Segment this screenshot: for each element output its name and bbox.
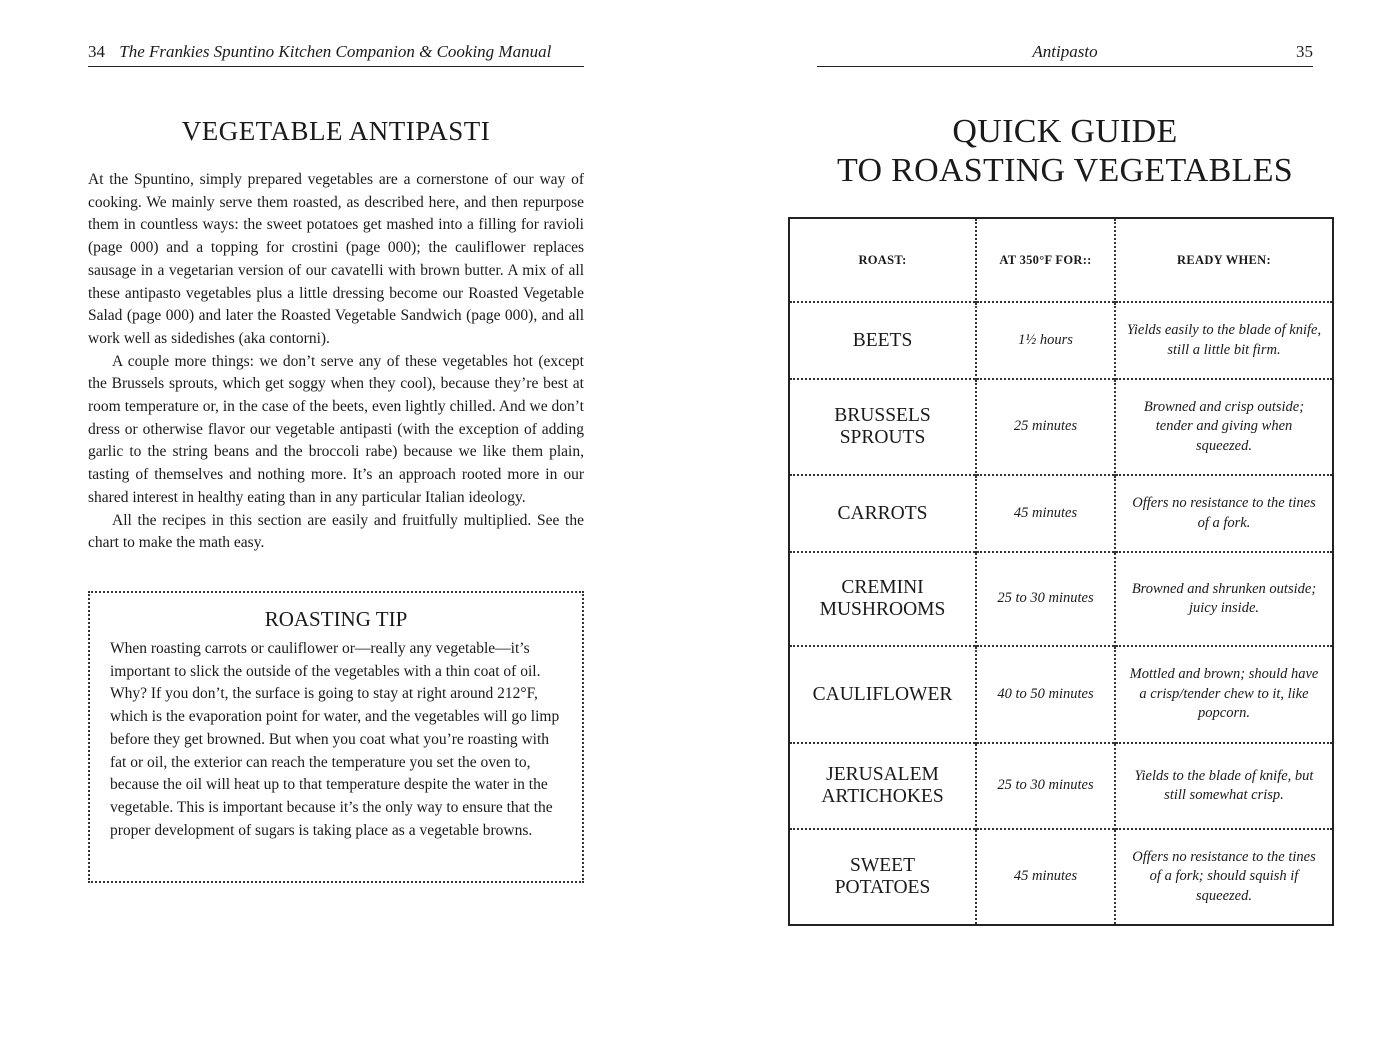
roasting-tip-title: ROASTING TIP — [264, 607, 408, 631]
vegetable-cell: BEETS — [789, 302, 976, 379]
section-title: VEGETABLE ANTIPASTI — [181, 116, 491, 146]
ready-cell: Mottled and brown; should have a crisp/tender chew to it, like popcorn. — [1115, 646, 1333, 743]
time-cell: 25 to 30 minutes — [976, 552, 1115, 646]
vegetable-cell: BRUSSELS SPROUTS — [789, 379, 976, 475]
right-page — [812, 0, 1322, 1050]
left-page-number: 34 — [88, 42, 105, 61]
time-cell: 45 minutes — [976, 475, 1115, 552]
vegetable-cell: SWEET POTATOES — [789, 829, 976, 925]
vegetable-cell: CREMINI MUSHROOMS — [789, 552, 976, 646]
ready-cell: Offers no resistance to the tines of a fork; should squish if squeezed. — [1115, 829, 1333, 925]
ready-cell: Yields to the blade of knife, but still somewhat crisp. — [1115, 743, 1333, 829]
table-header-row — [789, 218, 1333, 302]
paragraph-2: A couple more things: we don’t serve any of these vegetables hot (except the Brussels sprouts, which get soggy when they cool), because they’re best at room temperature or, in the case of the beets, even lightly chilled. And we don’t dress or otherwise flavor our vegetable antipasti (with the exception of adding garlic to the string beans and the broccoli rabe) because we like them plain, tasting of themselves and nothing more. It’s an approach rooted more in our shared interest in healthy eating than in any particular Italian ideology. — [88, 352, 584, 506]
table-row — [789, 379, 1333, 475]
vegetable-cell: JERUSALEM ARTICHOKES — [789, 743, 976, 829]
header-time: AT 350°F FOR:: — [976, 218, 1115, 302]
ready-cell: Browned and crisp outside; tender and giving when squeezed. — [1115, 379, 1333, 475]
vegetable-cell: CAULIFLOWER — [789, 646, 976, 743]
time-cell: 25 minutes — [976, 379, 1115, 475]
guide-title-line-1: QUICK GUIDE — [952, 113, 1178, 150]
ready-cell: Yields easily to the blade of knife, still a little bit firm. — [1115, 302, 1333, 379]
right-page-number: 35 — [1296, 42, 1313, 61]
header-ready: READY WHEN: — [1115, 218, 1333, 302]
time-cell: 25 to 30 minutes — [976, 743, 1115, 829]
body-text — [88, 169, 584, 555]
table-row — [789, 829, 1333, 925]
table-row — [789, 302, 1333, 379]
ready-cell: Browned and shrunken outside; juicy inside. — [1115, 552, 1333, 646]
header-roast: ROAST: — [858, 252, 907, 267]
table-row — [789, 743, 1333, 829]
paragraph-3: All the recipes in this section are easily and fruitfully multiplied. See the chart to make the math easy. — [88, 511, 584, 552]
table-row — [789, 475, 1333, 552]
time-cell: 40 to 50 minutes — [976, 646, 1115, 743]
left-running-head — [88, 42, 584, 67]
ready-cell: Offers no resistance to the tines of a fork. — [1115, 475, 1333, 552]
right-running-head — [817, 42, 1313, 67]
right-running-head-title: Antipasto — [1032, 42, 1098, 61]
time-cell: 1½ hours — [976, 302, 1115, 379]
left-running-head-title: The Frankies Spuntino Kitchen Companion & Cooking Manual — [119, 42, 552, 61]
table-row — [789, 552, 1333, 646]
guide-title-line-2: TO ROASTING VEGETABLES — [837, 152, 1293, 189]
vegetable-cell: CARROTS — [789, 475, 976, 552]
time-cell: 45 minutes — [976, 829, 1115, 925]
left-page — [88, 0, 584, 1050]
paragraph-1: At the Spuntino, simply prepared vegetables are a cornerstone of our way of cooking. We mainly serve them roasted, as described here, and then repurpose them in countless ways: the sweet potatoes get mashed into a filling for ravioli (page 000) and a topping for crostini (page 000); the cauliflower replaces sausage in a vegetarian version of our cavatelli with brown butter. A mix of all these antipasto vegetables plus a little dressing become our Roasted Vegetable Salad (page 000) and later the Roasted Vegetable Sandwich (page 000), and all work well as sidedishes (aka contorni). — [88, 171, 584, 347]
roasting-guide-table — [788, 217, 1334, 926]
roasting-tip-text: When roasting carrots or cauliflower or—really any vegetable—it’s important to slick the outside of the vegetables with a thin coat of oil. Why? If you don’t, the surface is going to stay at right around 212°F, which is the evaporation point for water, and the vegetables will go limp before they get browned. But when you coat what you’re roasting with fat or oil, the exterior can reach the temperature you set the oven to, because the oil will heat up to that temperature despite the water in the vegetable. This is important because it’s the only way to ensure that the proper development of sugars is taking place as a vegetable browns. — [110, 640, 560, 839]
table-row — [789, 646, 1333, 743]
guide-title — [797, 112, 1333, 190]
roasting-tip-box — [88, 591, 584, 883]
